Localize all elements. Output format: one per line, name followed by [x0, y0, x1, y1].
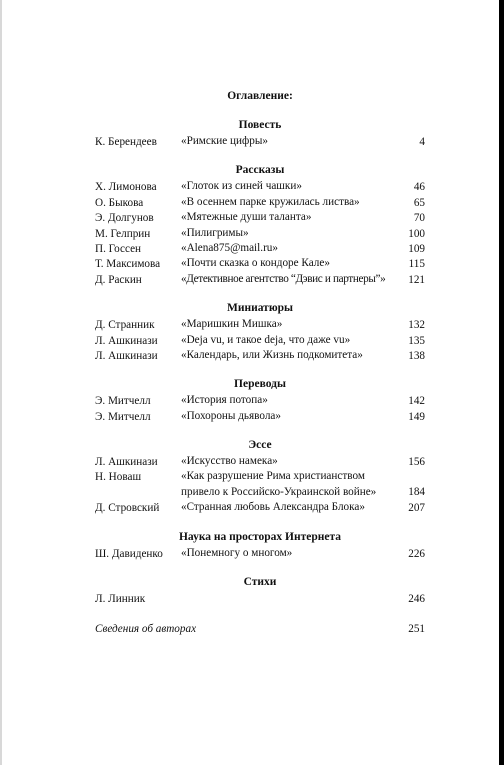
entry-author: Л. Линник [95, 593, 146, 606]
toc-entry [95, 317, 425, 332]
authors-info-entry [95, 621, 425, 637]
entry-author: Э. Митчелл [95, 395, 151, 408]
entry-author: Э. Долгунов [95, 212, 154, 225]
entry-work: «Похороны дьявола» [181, 409, 281, 422]
entry-page: 121 [408, 273, 425, 286]
table-of-contents [95, 88, 425, 637]
entry-author: Т. Максимова [95, 258, 161, 271]
toc-entry [95, 469, 425, 500]
toc-entry [95, 226, 425, 241]
section-rasskazy [95, 162, 425, 287]
section-title: Эссе [248, 439, 272, 452]
toc-entry [95, 210, 425, 225]
toc-title: Оглавление: [227, 90, 293, 102]
toc-entry [95, 500, 425, 515]
section-miniatyury [95, 300, 425, 363]
entry-author: Л. Ашкинази [95, 334, 158, 347]
section-povest [95, 117, 425, 149]
entry-page: 226 [408, 547, 425, 560]
authors-info-label: Сведения об авторах [95, 623, 197, 636]
toc-entry [95, 195, 425, 210]
entry-work: «Deja vu, и такое deja, что даже vu» [181, 333, 351, 346]
entry-author: Д. Стровский [95, 502, 160, 515]
toc-entry [95, 333, 425, 348]
entry-page: 184 [408, 486, 425, 499]
entry-page: 149 [408, 410, 425, 423]
entry-work: «Alena875@mail.ru» [181, 241, 278, 254]
entry-work: «Римские цифры» [181, 135, 268, 147]
entry-page: 65 [413, 196, 425, 209]
entry-work: «В осеннем парке кружилась листва» [181, 195, 360, 208]
entry-page: 115 [408, 258, 425, 271]
entry-work: «Искусство намека» [181, 455, 278, 468]
entry-author: Л. Ашкинази [95, 456, 158, 469]
section-title: Наука на просторах Интернета [178, 530, 342, 543]
toc-entry [95, 272, 425, 287]
entry-work: «Пилигримы» [181, 226, 249, 239]
entry-author: Х. Лимонова [95, 181, 157, 194]
section-title: Стихи [243, 576, 277, 589]
entry-work: «Календарь, или Жизнь подкомитета» [181, 348, 363, 361]
section-title: Переводы [234, 378, 286, 391]
entry-author: Н. Новаш [95, 471, 142, 484]
entry-page: 246 [408, 593, 425, 606]
section-nauka [95, 529, 425, 561]
entry-page: 100 [408, 227, 425, 240]
page-left-edge [0, 0, 2, 765]
section-stikhi [95, 574, 425, 606]
entry-author: М. Гелприн [95, 227, 151, 240]
section-esse [95, 437, 425, 516]
entry-work: «Глоток из синей чашки» [181, 180, 302, 193]
toc-entry [95, 591, 425, 606]
entry-page: 109 [408, 242, 425, 255]
entry-author: К. Берендеев [95, 136, 157, 148]
entry-author: О. Быкова [95, 196, 144, 209]
toc-entry [95, 256, 425, 271]
toc-entry [95, 546, 425, 561]
section-perevody [95, 376, 425, 424]
entry-work: «Мятежные души таланта» [181, 211, 312, 224]
toc-entry [95, 454, 425, 469]
section-title: Миниатюры [227, 302, 293, 315]
entry-work: «Понемногу о многом» [181, 546, 293, 559]
authors-info-page: 251 [408, 623, 425, 636]
toc-entry [95, 409, 425, 424]
section-title: Рассказы [235, 164, 285, 177]
entry-page: 70 [413, 212, 425, 225]
page-right-edge [499, 0, 504, 765]
toc-entry [95, 134, 425, 149]
section-title: Повесть [238, 119, 282, 131]
entry-page: 4 [419, 136, 425, 148]
entry-author: Д. Странник [95, 319, 155, 332]
entry-work: «Странная любовь Александра Блока» [181, 501, 365, 514]
entry-page: 135 [408, 334, 425, 347]
entry-work: «Как разрушение Рима христианством привело к Российско-Украинской войне» [181, 470, 377, 498]
entry-page: 132 [408, 319, 425, 332]
entry-author: Э. Митчелл [95, 410, 151, 423]
entry-page: 207 [408, 502, 425, 515]
toc-entry [95, 348, 425, 363]
entry-work: «История потопа» [181, 394, 268, 407]
entry-page: 156 [408, 456, 425, 469]
entry-work: «Маришкин Мишка» [181, 318, 283, 331]
toc-entry [95, 179, 425, 194]
toc-entry [95, 393, 425, 408]
entry-author: Ш. Давиденко [95, 547, 163, 560]
entry-author: Л. Ашкинази [95, 349, 158, 362]
toc-entry [95, 241, 425, 256]
entry-page: 46 [413, 181, 425, 194]
entry-author: Д. Раскин [95, 273, 142, 286]
entry-author: П. Госсен [95, 242, 142, 255]
entry-page: 138 [408, 349, 425, 362]
entry-page: 142 [408, 395, 425, 408]
entry-work: «Детективное агентство “Дэвис и партнеры”» [181, 272, 386, 285]
entry-work: «Почти сказка о кондоре Кале» [181, 257, 330, 270]
